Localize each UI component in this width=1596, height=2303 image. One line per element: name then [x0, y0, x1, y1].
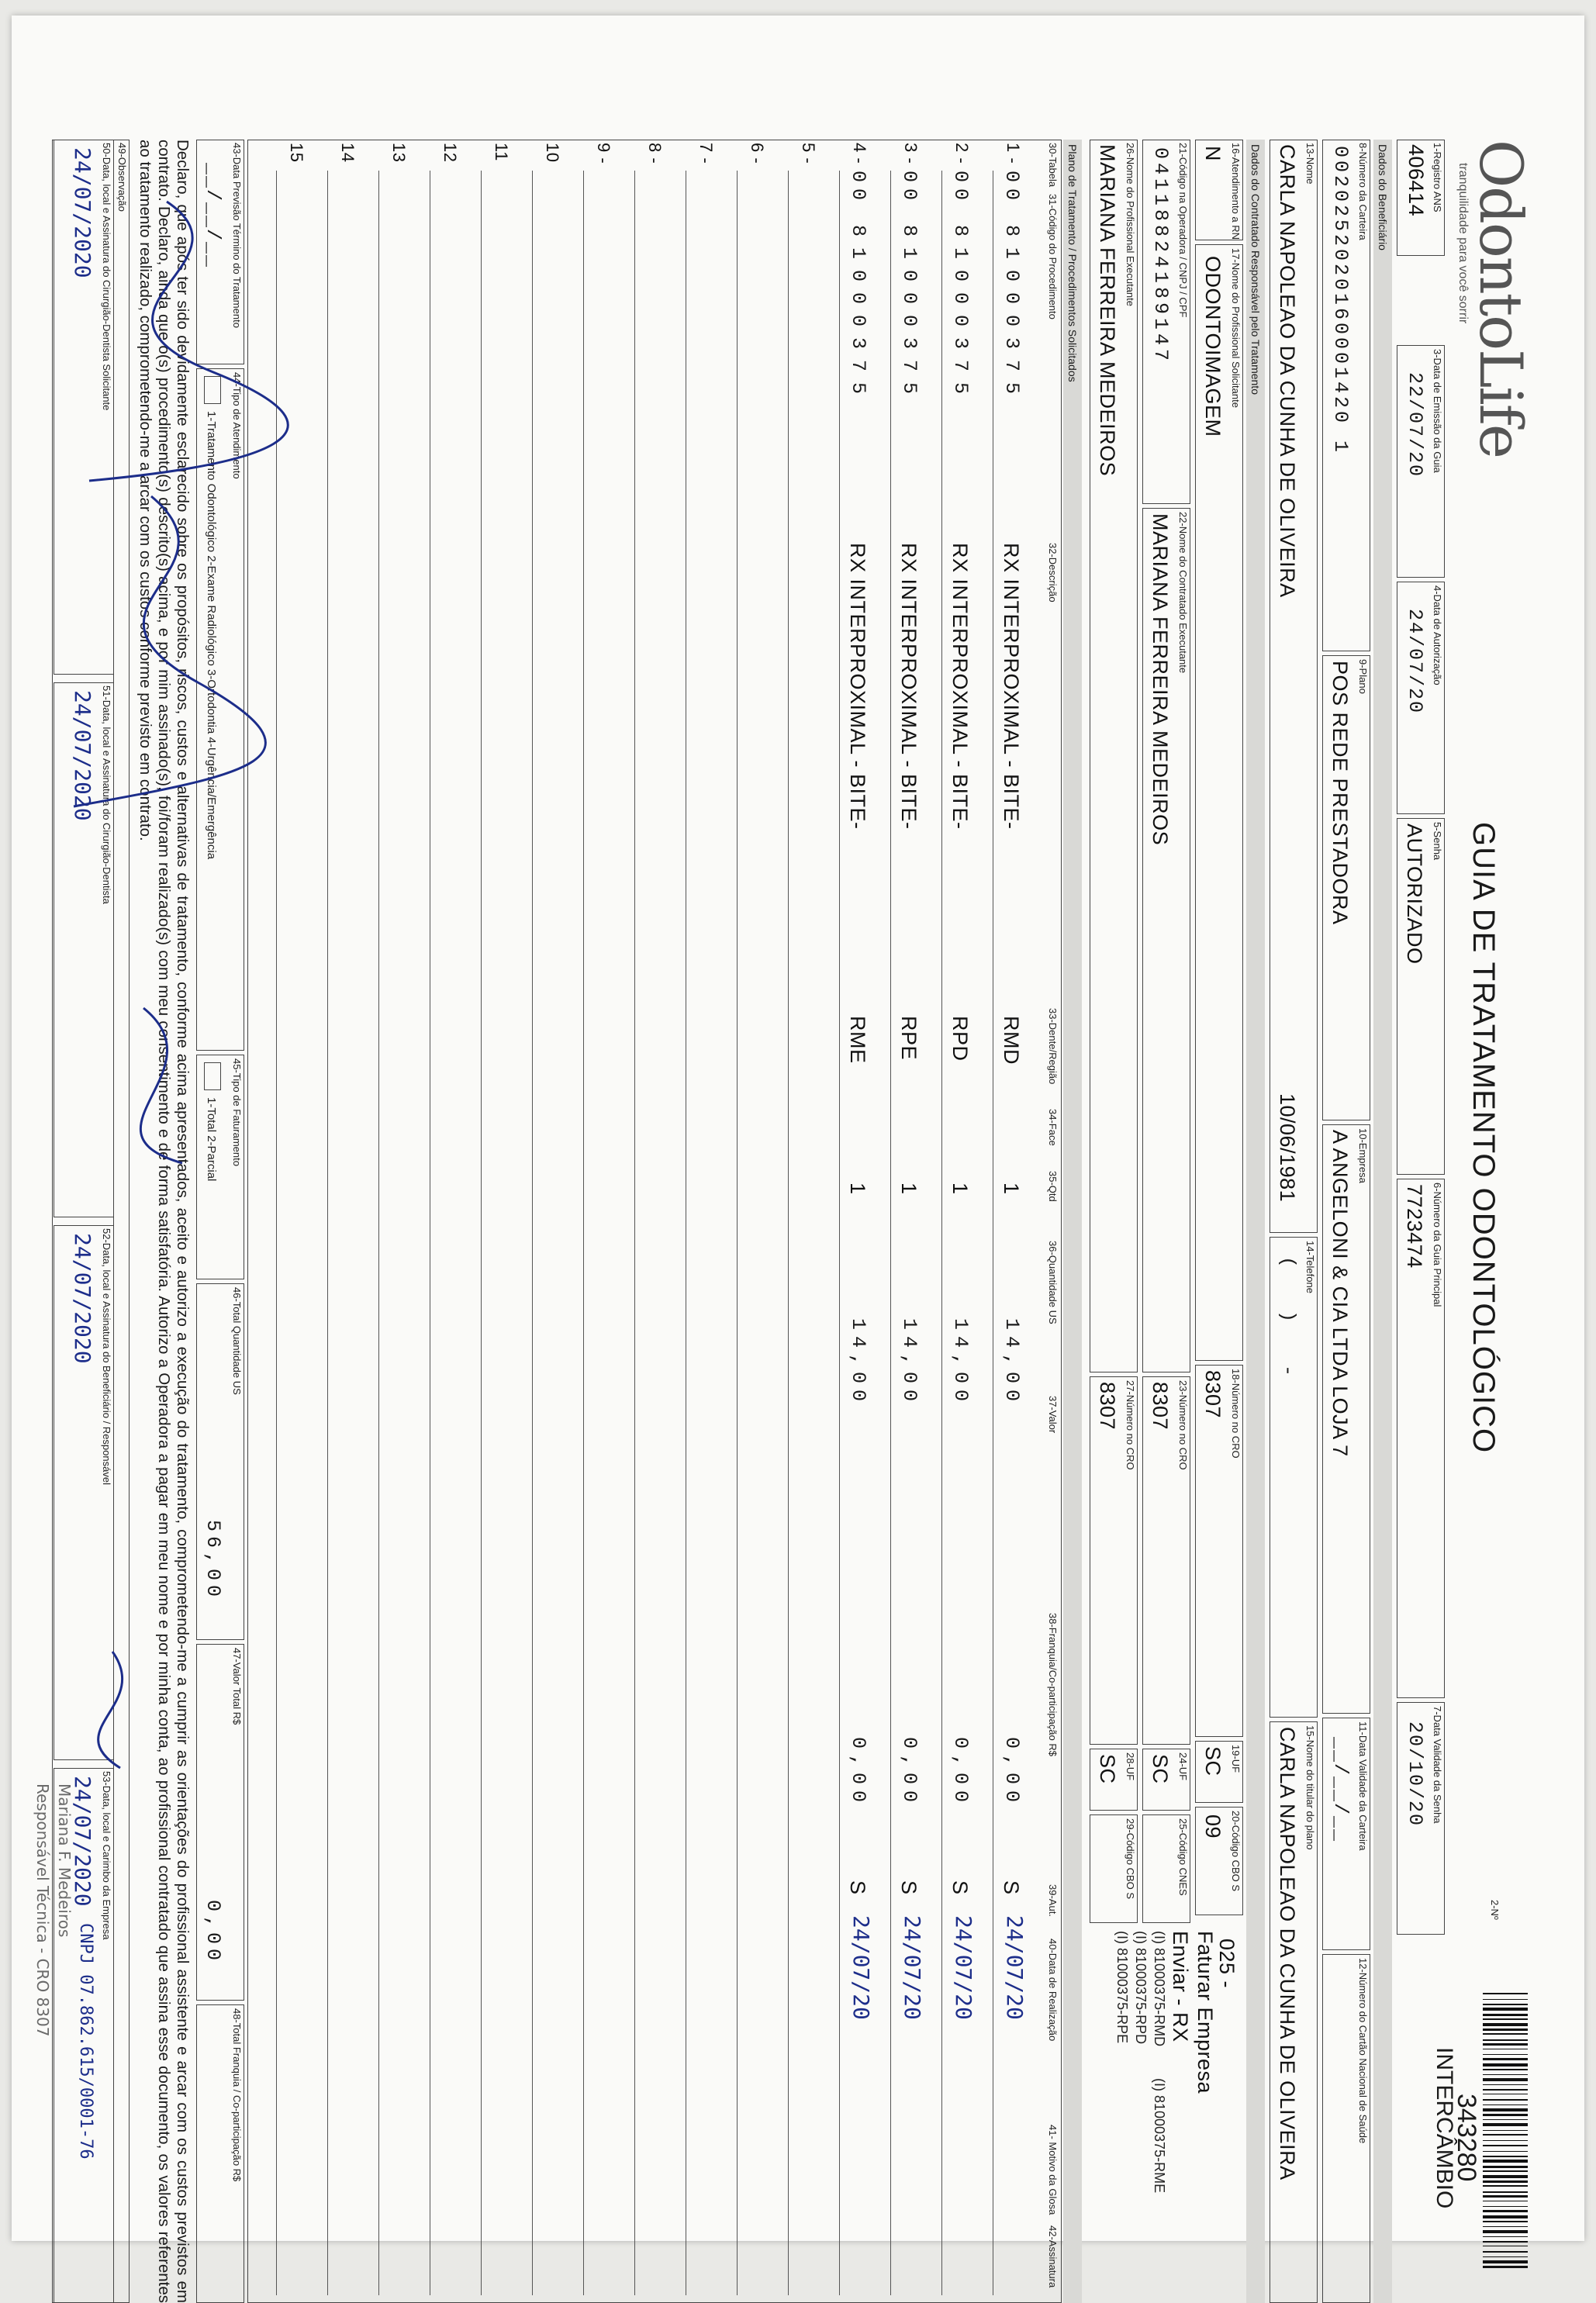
- field-cro-sol-label: 18-Número no CRO: [1230, 1369, 1242, 1459]
- field-nome-value: CARLA NAPOLEAO DA CUNHA DE OLIVEIRA: [1276, 144, 1299, 598]
- table-header-cell: 34-Face: [1047, 1109, 1059, 1146]
- company-logo: [1456, 140, 1536, 457]
- guide-number: 343280: [1452, 2094, 1481, 2182]
- table-row: [629, 140, 680, 2303]
- table-row: [373, 140, 424, 2303]
- barcode-bar: [1483, 2008, 1528, 2011]
- field-cro-exec-label: 23-Número no CRO: [1177, 1380, 1189, 1470]
- row-number: 11: [492, 143, 511, 161]
- barcode-bar: [1483, 2058, 1528, 2060]
- field-tipo-atend-label: 44-Tipo de Atendimento: [231, 372, 243, 479]
- barcode-bar: [1483, 2054, 1528, 2055]
- field-prof-exec-label: 26-Nome do Profissional Executante: [1124, 143, 1136, 307]
- field-solicitante-value: ODONTOIMAGEM: [1201, 256, 1225, 437]
- row-aut: S: [897, 1880, 921, 1895]
- row-codigo: 81000375: [949, 225, 972, 406]
- field-empresa-label: 10-Empresa: [1357, 1128, 1369, 1183]
- signature-date: 24/07/2020: [70, 147, 95, 278]
- field-uf-prof-label: 28-UF: [1124, 1752, 1136, 1781]
- row-codigo: 81000375: [1000, 225, 1023, 406]
- barcode-bar: [1483, 2226, 1528, 2227]
- row-dente: RPD: [948, 1016, 972, 1062]
- row-number: 15: [287, 143, 306, 163]
- field-cro-prof-label: 27-Número no CRO: [1124, 1380, 1136, 1470]
- barcode-bar: [1483, 2256, 1528, 2257]
- row-underline: [276, 171, 277, 2295]
- row-underline: [941, 171, 942, 2295]
- table-header-cell: 33-Dente/Região: [1047, 1008, 1059, 1085]
- field-termino-value: __/__/__: [202, 163, 224, 269]
- table-row: [475, 140, 527, 2303]
- field-empresa-value: A ANGELONI & CIA LTDA LOJA 7: [1328, 1130, 1352, 1457]
- field-titular-value: CARLA NAPOLEAO DA CUNHA DE OLIVEIRA: [1276, 1727, 1299, 2180]
- stamp-name: Mariana F. Medeiros: [55, 1783, 74, 1938]
- field-rn-label: 16-Atendimento a RN: [1230, 143, 1242, 240]
- document-page: [12, 16, 1584, 2303]
- field-executante-value: MARIANA FERREIRA MEDEIROS: [1149, 513, 1172, 846]
- field-cbo-sol-value: 09: [1201, 1814, 1225, 1839]
- row-number: 3 -: [901, 143, 921, 164]
- barcode: [1481, 1993, 1528, 2272]
- row-franquia: 0,00: [898, 1737, 921, 1809]
- field-uf-exec-value: SC: [1149, 1754, 1172, 1784]
- row-franquia: 0,00: [1000, 1737, 1023, 1809]
- field-observacao-label: 49-Observação: [116, 143, 128, 212]
- signature-label: 53-Data, local e Carimbo da Empresa: [101, 1771, 112, 1940]
- field-cbo-sol-label: 20-Código CBO S: [1230, 1811, 1242, 1892]
- barcode-bar: [1483, 2195, 1528, 2198]
- field-uf-exec-label: 24-UF: [1177, 1752, 1189, 1781]
- barcode-bar: [1483, 2236, 1528, 2237]
- field-plano-label: 9-Plano: [1357, 659, 1369, 694]
- barcode-bar: [1483, 2180, 1528, 2183]
- barcode-bar: [1483, 2023, 1528, 2026]
- table-row: [271, 140, 322, 2303]
- row-tabela: 00: [1000, 171, 1023, 207]
- row-number: 12: [440, 143, 460, 163]
- field-uf-sol-value: SC: [1201, 1746, 1225, 1776]
- table-row: [834, 140, 885, 2303]
- field-validade-carteira-label: 11-Data Validade da Carteira: [1357, 1721, 1369, 1851]
- field-plano-value: POS REDE PRESTADORA: [1328, 661, 1352, 925]
- row-descricao: RX INTERPROXIMAL - BITE-: [846, 543, 869, 830]
- guide-number-label: 2-Nº: [1489, 1900, 1501, 1920]
- field-emissao-label: 3-Data de Emissão da Guia: [1432, 349, 1443, 473]
- table-row: [782, 140, 834, 2303]
- table-row: [578, 140, 629, 2303]
- field-telefone-label: 14-Telefone: [1304, 1241, 1316, 1293]
- table-header-cell: 41- Motivo da Glosa: [1047, 2125, 1059, 2215]
- obs-cod4: (I) 81000375-RPE: [1114, 1931, 1130, 2044]
- field-validade-carteira-value: __/__/__: [1329, 1737, 1352, 1843]
- row-number: 10: [543, 143, 562, 163]
- barcode-bar: [1483, 2099, 1528, 2101]
- row-quantidade-us: 14,00: [949, 1318, 972, 1408]
- row-descricao: RX INTERPROXIMAL - BITE-: [948, 543, 972, 830]
- table-header-cell: 37-Valor: [1047, 1396, 1059, 1434]
- signature-label: 51-Data, local e Assinatura do Cirurgião-Dentista: [101, 685, 112, 904]
- barcode-bar: [1483, 2260, 1528, 2263]
- barcode-bar: [1483, 2123, 1528, 2126]
- row-tabela: 00: [949, 171, 972, 207]
- row-quantidade-us: 14,00: [1000, 1318, 1023, 1408]
- barcode-bar: [1483, 2166, 1528, 2168]
- obs-cod2: (I) 81000375-RME: [1152, 2078, 1167, 2194]
- field-solicitante-label: 17-Nome do Profissional Solicitante: [1230, 248, 1242, 408]
- barcode-bar: [1483, 2108, 1528, 2111]
- field-total-us-label: 46-Total Quantidade US: [231, 1287, 243, 1395]
- row-number: 4 -: [850, 143, 869, 164]
- logo-text: OdontoLife: [1466, 140, 1536, 457]
- row-data-realizacao: 24/07/20: [1002, 1915, 1028, 2020]
- logo-tagline: tranquilidade para você sorrir: [1456, 163, 1470, 324]
- field-uf-prof-value: SC: [1096, 1754, 1119, 1784]
- row-data-realizacao: 24/07/20: [900, 1915, 925, 2020]
- table-row: [936, 140, 987, 2303]
- field-validade-senha-label: 7-Data Validade da Senha: [1432, 1706, 1443, 1824]
- row-underline: [378, 171, 379, 2295]
- guide-form: [33, 140, 1536, 2303]
- field-emissao-value: 22/07/20: [1404, 372, 1426, 478]
- signature-date: 24/07/2020: [70, 1776, 95, 1907]
- field-cnes-label: 25-Código CNES: [1177, 1818, 1189, 1896]
- row-aut: S: [1000, 1880, 1023, 1895]
- section-plano: Plano de Tratamento / Procedimentos Solicitados: [1063, 140, 1082, 2303]
- field-autorizacao-label: 4-Data de Autorização: [1432, 585, 1443, 685]
- row-franquia: 0,00: [949, 1737, 972, 1809]
- barcode-bar: [1483, 2089, 1528, 2091]
- barcode-bar: [1483, 2004, 1528, 2005]
- barcode-bar: [1483, 2140, 1528, 2141]
- field-rn-value: N: [1201, 146, 1225, 161]
- row-number: 5 -: [799, 143, 818, 164]
- field-cns-label: 12-Número do Cartão Nacional de Saúde: [1357, 1958, 1369, 2144]
- field-guia-principal-label: 6-Número da Guia Principal: [1432, 1183, 1443, 1307]
- field-tipo-fat-label: 45-Tipo de Faturamento: [231, 1058, 243, 1166]
- row-underline: [788, 171, 789, 2295]
- table-row: [680, 140, 731, 2303]
- row-underline: [890, 171, 891, 2295]
- barcode-bar: [1483, 2145, 1528, 2146]
- field-telefone-value: ( ) -: [1276, 1256, 1299, 1393]
- barcode-bar: [1483, 2018, 1528, 2020]
- barcode-bar: [1483, 2230, 1528, 2233]
- stamp-role: Responsável Técnica - CRO 8307: [33, 1783, 52, 2037]
- field-tipo-fat-options: 1-Total 2-Parcial: [205, 1097, 218, 1182]
- barcode-bar: [1483, 2029, 1528, 2031]
- field-senha-value: AUTORIZADO: [1403, 823, 1426, 965]
- table-header-cell: 30-Tabela: [1047, 143, 1059, 188]
- field-validade-senha-value: 20/10/20: [1404, 1721, 1426, 1828]
- field-carteira-label: 8-Número da Carteira: [1357, 143, 1369, 240]
- field-senha-label: 5-Senha: [1432, 822, 1443, 861]
- barcode-bar: [1483, 2215, 1528, 2218]
- field-cro-prof-value: 8307: [1096, 1382, 1119, 1431]
- barcode-bar: [1483, 2241, 1528, 2243]
- barcode-bar: [1483, 2104, 1528, 2105]
- field-ans-value: 406414: [1404, 144, 1428, 217]
- barcode-bar: [1483, 2033, 1528, 2035]
- section-beneficiario: Dados do Beneficiário: [1373, 140, 1392, 2303]
- row-data-realizacao: 24/07/20: [848, 1915, 874, 2020]
- barcode-bar: [1483, 2266, 1528, 2268]
- field-executante-label: 22-Nome do Contratado Executante: [1177, 512, 1189, 674]
- field-total-franquia-label: 48-Total Franquia / Co-participação R$: [231, 2008, 243, 2182]
- row-qtd: 1: [897, 1183, 921, 1195]
- row-qtd: 1: [948, 1183, 972, 1195]
- barcode-bar: [1483, 2185, 1528, 2187]
- row-underline: [839, 171, 840, 2295]
- obs-enviar: Enviar - RX: [1169, 1931, 1192, 2042]
- row-qtd: 1: [846, 1183, 869, 1195]
- field-valor-total-label: 47-Valor Total R$: [231, 1648, 243, 1725]
- page-title: GUIA DE TRATAMENTO ODONTOLÓGICO: [1466, 822, 1501, 1454]
- barcode-bar: [1483, 2134, 1528, 2136]
- barcode-bar: [1483, 2114, 1528, 2116]
- field-valor-total-value: 0,00: [202, 1900, 224, 1966]
- row-tabela: 00: [847, 171, 869, 207]
- field-nascimento-value: 10/06/1981: [1276, 1093, 1299, 1203]
- declaration-text: Declaro, que após ter sido devidamente esclarecido sobre os propósitos, riscos, custos e alternativas de tratamento, conforme acima apresentados, aceito e autorizo a execução do tratamento, comprometendo-me a cumprir as orientações do profissional assistente e arcar com os custos previstos em contrato. Declaro, ainda que o(s) procedimento(s) descrito(s) acima, e por mim assinado(s), foi/foram realizado(s) com meu consentimento e de forma satisfatória. Autorizo a Operadora a pagar em meu nome e por minha conta, ao profissional contratado que assina esse documento, os valores referentes ao tratamento realizado, comprometendo-me a arcar com os custos conforme previsto em contrato.: [136, 140, 192, 2303]
- barcode-bar: [1483, 2074, 1528, 2075]
- barcode-bar: [1483, 2078, 1528, 2081]
- barcode-bar: [1483, 2206, 1528, 2207]
- row-data-realizacao: 24/07/20: [951, 1915, 976, 2020]
- row-number: 14: [338, 143, 358, 163]
- field-cnpj-label: 21-Código na Operadora / CNPJ / CPF: [1177, 143, 1189, 318]
- field-guia-principal-value: 7723474: [1403, 1184, 1426, 1269]
- barcode-bar: [1483, 2014, 1528, 2016]
- barcode-bar: [1483, 2210, 1528, 2212]
- row-codigo: 81000375: [847, 225, 869, 406]
- row-dente: RMD: [1000, 1016, 1023, 1065]
- row-number: 1 -: [1004, 143, 1023, 164]
- table-row: [527, 140, 578, 2303]
- table-header-cell: 35-Qtd: [1047, 1171, 1059, 1202]
- barcode-bar: [1483, 2084, 1528, 2085]
- field-autorizacao-value: 24/07/20: [1404, 609, 1426, 715]
- barcode-bar: [1483, 2039, 1528, 2041]
- row-number: 8 -: [645, 143, 665, 164]
- checkbox-tipo-fat[interactable]: [204, 1062, 221, 1090]
- barcode-bar: [1483, 2130, 1528, 2131]
- table-row: [322, 140, 373, 2303]
- field-cbo-prof-label: 29-Código CBO S: [1124, 1818, 1136, 1900]
- barcode-bar: [1483, 2119, 1528, 2120]
- row-qtd: 1: [1000, 1183, 1023, 1195]
- barcode-bar: [1483, 2043, 1528, 2046]
- row-tabela: 00: [898, 171, 921, 207]
- table-header-cell: 40-Data de Realização: [1047, 1939, 1059, 2042]
- row-underline: [737, 171, 738, 2295]
- row-franquia: 0,00: [847, 1737, 869, 1809]
- barcode-bar: [1483, 2160, 1528, 2163]
- table-header-cell: 38-Franquia/Co-participação R$: [1047, 1613, 1059, 1756]
- table-row: [885, 140, 936, 2303]
- barcode-bar: [1483, 2151, 1528, 2152]
- barcode-bar: [1483, 1993, 1528, 1994]
- field-cro-exec-value: 8307: [1149, 1382, 1172, 1431]
- obs-faturar: Faturar Empresa: [1194, 1931, 1217, 2094]
- barcode-bar: [1483, 2170, 1528, 2172]
- field-nome-label: 13-Nome: [1304, 143, 1316, 185]
- field-prof-exec-value: MARIANA FERREIRA MEDEIROS: [1096, 144, 1119, 477]
- row-underline: [481, 171, 482, 2295]
- checkbox-tipo-atend[interactable]: [204, 376, 221, 404]
- table-header-cell: 42-Assinatura: [1047, 2225, 1059, 2288]
- field-uf-sol-label: 19-UF: [1230, 1745, 1242, 1773]
- row-aut: S: [846, 1880, 869, 1895]
- field-cro-sol-value: 8307: [1201, 1370, 1225, 1419]
- row-dente: RME: [846, 1016, 869, 1064]
- barcode-bar: [1483, 2063, 1528, 2066]
- table-header-row: [1042, 140, 1060, 2303]
- signature-date: 24/07/2020: [70, 690, 95, 821]
- row-quantidade-us: 14,00: [847, 1318, 869, 1408]
- table-row: [987, 140, 1038, 2303]
- row-underline: [634, 171, 635, 2295]
- signature-date: 24/07/2020: [70, 1233, 95, 1364]
- row-aut: S: [948, 1880, 972, 1895]
- row-descricao: RX INTERPROXIMAL - BITE-: [897, 543, 921, 830]
- field-termino-label: 43-Data Previsão Término do Tratamento: [231, 143, 243, 328]
- field-tipo-atend-options: 1-Tratamento Odontológico 2-Exame Radiológico 3-Ortodontia 4-Urgência/Emergência: [205, 411, 218, 860]
- obs-cod3: (I) 81000375-RPD: [1133, 1931, 1149, 2045]
- field-cnpj-value: 04118824189147: [1149, 147, 1172, 365]
- row-number: 13: [389, 143, 409, 163]
- barcode-bar: [1483, 2069, 1528, 2070]
- row-underline: [583, 171, 584, 2295]
- row-number: 6 -: [748, 143, 767, 164]
- obs-025: 025 -: [1215, 1939, 1238, 1989]
- barcode-bar: [1483, 2156, 1528, 2157]
- field-titular-label: 15-Nome do titular do plano: [1304, 1725, 1316, 1850]
- field-ans-label: 1-Registro ANS: [1432, 143, 1443, 212]
- obs-cod1: (I) 81000375-RMD: [1152, 1931, 1167, 2047]
- stamp-cnpj: CNPJ 07.862.615/0001-76: [76, 1923, 95, 2160]
- table-header-cell: 39-Aut.: [1047, 1884, 1059, 1917]
- row-quantidade-us: 14,00: [898, 1318, 921, 1408]
- field-total-us-value: 56,00: [202, 1520, 224, 1602]
- row-underline: [532, 171, 533, 2295]
- row-codigo: 81000375: [898, 225, 921, 406]
- barcode-bar: [1483, 2221, 1528, 2222]
- section-contratado: Dados do Contratado Responsável pelo Tratamento: [1246, 140, 1265, 2303]
- guide-type: INTERCÂMBIO: [1432, 2047, 1457, 2209]
- row-number: 9 -: [594, 143, 613, 164]
- signature-label: 50-Data, local e Assinatura do Cirurgião-Dentista Solicitante: [101, 143, 112, 411]
- row-dente: RPE: [897, 1016, 921, 1061]
- table-row: [424, 140, 475, 2303]
- barcode-bar: [1483, 2175, 1528, 2178]
- field-carteira-value: 0020252020160001420 1: [1329, 146, 1352, 456]
- barcode-bar: [1483, 2191, 1528, 2193]
- barcode-bar: [1483, 2251, 1528, 2253]
- table-header-cell: 31-Código do Procedimento: [1047, 194, 1059, 319]
- signature-label: 52-Data, local e Assinatura do Beneficiário / Responsável: [101, 1228, 112, 1485]
- table-header-cell: 32-Descrição: [1047, 543, 1059, 603]
- table-header-cell: 36-Quantidade US: [1047, 1241, 1059, 1324]
- row-underline: [327, 171, 328, 2295]
- barcode-bar: [1483, 1999, 1528, 2000]
- row-descricao: RX INTERPROXIMAL - BITE-: [1000, 543, 1023, 830]
- table-row: [731, 140, 782, 2303]
- row-number: 2 -: [952, 143, 972, 164]
- row-number: 7 -: [696, 143, 716, 164]
